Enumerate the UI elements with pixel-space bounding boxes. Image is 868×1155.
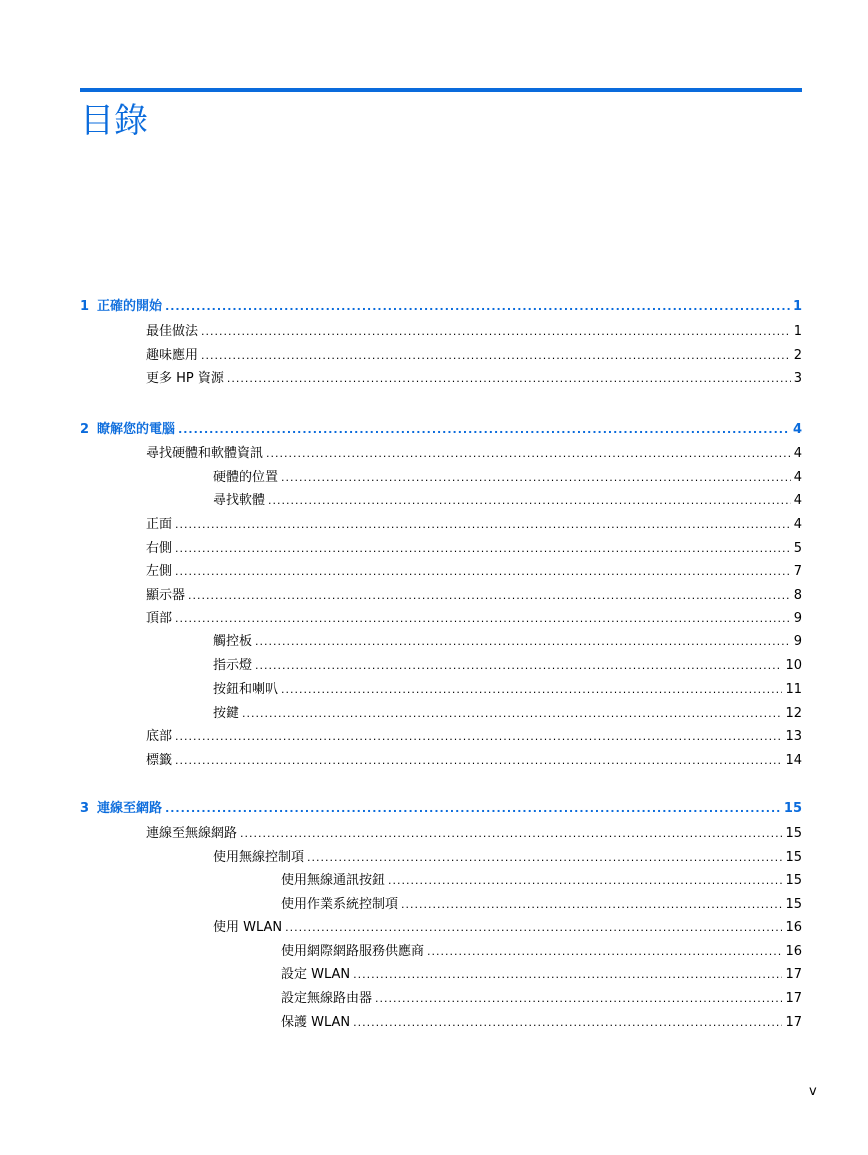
page-ref: 4	[793, 517, 802, 532]
page-ref: 14	[785, 753, 802, 768]
toc-entry[interactable]	[213, 848, 802, 868]
toc-entry[interactable]	[146, 346, 802, 366]
page-title: 目錄	[80, 101, 148, 141]
toc-entry[interactable]	[213, 468, 802, 488]
dot-leader	[255, 632, 791, 652]
page-ref: 15	[785, 897, 802, 912]
entry-title: 指示燈	[213, 658, 253, 673]
page-ref: 7	[793, 564, 802, 579]
dot-leader	[240, 824, 782, 844]
toc-entry[interactable]	[146, 515, 802, 535]
page-ref: 15	[785, 850, 802, 865]
dot-leader	[307, 848, 782, 868]
entry-title: 頂部	[146, 611, 173, 626]
page-ref: 12	[785, 706, 802, 721]
dot-leader	[175, 727, 782, 747]
page-ref: 1	[792, 299, 802, 314]
dot-leader	[388, 871, 782, 891]
page-ref: 15	[785, 826, 802, 841]
toc-entry[interactable]	[146, 824, 802, 844]
page-ref: 15	[783, 801, 802, 816]
entry-title: 尋找軟體	[213, 493, 266, 508]
entry-title: 設定 WLAN	[281, 967, 351, 982]
chapter-title: 瞭解您的電腦	[97, 422, 176, 437]
page-ref: 10	[785, 658, 802, 673]
toc-entry[interactable]	[213, 632, 802, 652]
dot-leader	[281, 680, 782, 700]
page-number: v	[809, 1084, 817, 1099]
toc-entry[interactable]	[146, 539, 802, 559]
dot-leader	[266, 444, 791, 464]
toc-entry[interactable]	[146, 369, 802, 389]
page-ref: 16	[785, 920, 802, 935]
chapter-title: 正確的開始	[97, 299, 163, 314]
entry-title: 更多 HP 資源	[146, 371, 224, 386]
dot-leader	[427, 942, 782, 962]
entry-title: 使用網際網路服務供應商	[281, 944, 425, 959]
toc-entry[interactable]	[146, 444, 802, 464]
toc-entry[interactable]	[281, 871, 802, 891]
dot-leader	[353, 1013, 782, 1033]
entry-title: 使用無線通訊按鈕	[281, 873, 386, 888]
page-ref: 9	[793, 634, 802, 649]
dot-leader	[188, 586, 791, 606]
dot-leader	[401, 895, 782, 915]
dot-leader	[201, 346, 791, 366]
toc-entry[interactable]	[213, 918, 802, 938]
toc-chapter-3[interactable]	[80, 799, 802, 819]
entry-title: 趣味應用	[146, 348, 199, 363]
toc-entry[interactable]	[281, 942, 802, 962]
dot-leader	[201, 322, 791, 342]
entry-title: 底部	[146, 729, 173, 744]
page-ref: 15	[785, 873, 802, 888]
chapter-number: 3	[80, 801, 90, 816]
page-ref: 17	[785, 1015, 802, 1030]
toc-entry[interactable]	[146, 609, 802, 629]
entry-title: 按鍵	[213, 706, 240, 721]
entry-title: 使用無線控制項	[213, 850, 305, 865]
page-ref: 4	[793, 470, 802, 485]
toc-chapter-1[interactable]	[80, 297, 802, 317]
page-ref: 16	[785, 944, 802, 959]
entry-title: 設定無線路由器	[281, 991, 373, 1006]
dot-leader	[178, 420, 790, 440]
toc-entry[interactable]	[146, 322, 802, 342]
entry-title: 左側	[146, 564, 173, 579]
chapter-number: 1	[80, 299, 90, 314]
entry-title: 顯示器	[146, 588, 186, 603]
entry-title: 觸控板	[213, 634, 253, 649]
entry-title: 保護 WLAN	[281, 1015, 351, 1030]
toc-entry[interactable]	[213, 704, 802, 724]
chapter-number: 2	[80, 422, 90, 437]
toc-entry[interactable]	[281, 895, 802, 915]
entry-title: 硬體的位置	[213, 470, 279, 485]
entry-title: 右側	[146, 541, 173, 556]
entry-title: 使用 WLAN	[213, 920, 283, 935]
entry-title: 尋找硬體和軟體資訊	[146, 446, 264, 461]
dot-leader	[285, 918, 782, 938]
entry-title: 正面	[146, 517, 173, 532]
entry-title: 連線至無線網路	[146, 826, 238, 841]
entry-title: 使用作業系統控制項	[281, 897, 399, 912]
dot-leader	[175, 515, 791, 535]
toc-entry[interactable]	[146, 586, 802, 606]
dot-leader	[165, 799, 781, 819]
dot-leader	[175, 562, 791, 582]
toc-entry[interactable]	[281, 965, 802, 985]
dot-leader	[375, 989, 782, 1009]
dot-leader	[353, 965, 782, 985]
dot-leader	[175, 539, 791, 559]
toc-entry[interactable]	[146, 751, 802, 771]
dot-leader	[268, 491, 791, 511]
page-ref: 9	[793, 611, 802, 626]
toc-entry[interactable]	[213, 680, 802, 700]
chapter-title: 連線至網路	[97, 801, 163, 816]
page-ref: 17	[785, 967, 802, 982]
page-ref: 3	[793, 371, 802, 386]
page-ref: 5	[793, 541, 802, 556]
page-ref: 17	[785, 991, 802, 1006]
toc-entry[interactable]	[146, 727, 802, 747]
toc-entry[interactable]	[281, 1013, 802, 1033]
page-ref: 4	[792, 422, 802, 437]
page-ref: 1	[793, 324, 802, 339]
page-ref: 13	[785, 729, 802, 744]
dot-leader	[281, 468, 791, 488]
dot-leader	[242, 704, 782, 724]
dot-leader	[227, 369, 791, 389]
page-ref: 4	[793, 446, 802, 461]
toc-entry[interactable]	[213, 491, 802, 511]
page-ref: 2	[793, 348, 802, 363]
page-ref: 4	[793, 493, 802, 508]
page-ref: 11	[785, 682, 802, 697]
toc-entry[interactable]	[281, 989, 802, 1009]
dot-leader	[255, 656, 782, 676]
entry-title: 按鈕和喇叭	[213, 682, 279, 697]
entry-title: 標籤	[146, 753, 173, 768]
toc-entry[interactable]	[213, 656, 802, 676]
toc-entry[interactable]	[146, 562, 802, 582]
toc-chapter-2[interactable]	[80, 420, 802, 440]
dot-leader	[175, 751, 782, 771]
dot-leader	[165, 297, 790, 317]
entry-title: 最佳做法	[146, 324, 199, 339]
dot-leader	[175, 609, 791, 629]
page-ref: 8	[793, 588, 802, 603]
